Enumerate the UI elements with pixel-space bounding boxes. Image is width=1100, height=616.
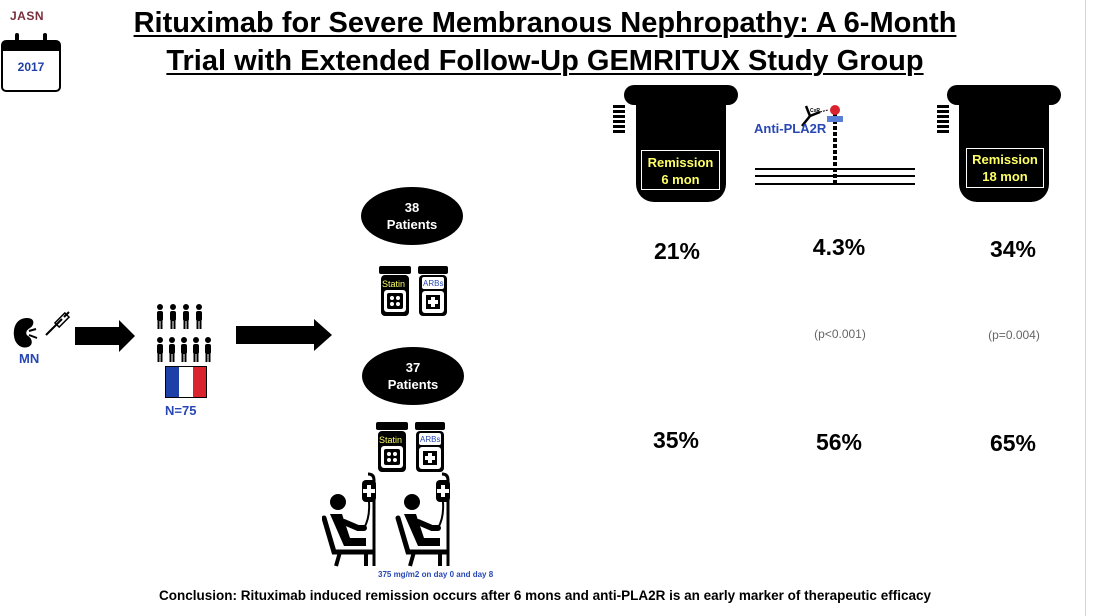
- calendar-icon: [1, 40, 61, 92]
- sample-size-label: N=75: [165, 403, 197, 418]
- title-line-1: Rituximab for Severe Membranous Nephropathy: A 6-Month: [133, 7, 957, 39]
- rituximab-group-oval: 37 Patients: [362, 347, 464, 405]
- control-anti-pla2r: 4.3%: [812, 234, 866, 260]
- mn-label: MN: [19, 351, 40, 366]
- control-remission-6: 21%: [653, 238, 701, 264]
- anti-pla2r-label: Anti-PLA2R: [754, 121, 827, 136]
- conclusion-text: Conclusion: Rituximab induced remission occurs after 6 mons and anti-PLA2R is an early marker of therapeutic efficacy: [159, 588, 931, 603]
- remission-18-label: Remission 18 mon: [966, 148, 1044, 188]
- pvalue-remission-18: (p=0.004): [988, 328, 1040, 342]
- kidney-icon: [12, 316, 42, 350]
- remission-6-label: Remission 6 mon: [641, 150, 720, 190]
- title-line-2: Trial with Extended Follow-Up GEMRITUX Study Group: [166, 45, 924, 77]
- control-remission-18: 34%: [989, 236, 1037, 262]
- france-flag-icon: [165, 366, 207, 398]
- dose-note: 375 mg/m2 on day 0 and day 8: [378, 570, 494, 579]
- syringe-icon: [42, 309, 72, 339]
- year-label: 2017: [17, 60, 45, 74]
- antibody-icon: [750, 98, 920, 190]
- infusion-chair-icon: [322, 472, 472, 572]
- arbs-label: ARBs: [423, 279, 444, 288]
- journal-label: JASN: [10, 9, 45, 23]
- receptor-tag: CxR: [810, 108, 821, 114]
- statin-label: Statin: [379, 435, 403, 445]
- statin-label: Statin: [382, 279, 406, 289]
- slide-title: [60, 4, 1030, 80]
- pill-bottle-icon: [377, 266, 453, 318]
- rituximab-remission-18: 65%: [989, 430, 1037, 456]
- people-group-icon: [154, 302, 218, 366]
- scale-ticks-icon: [937, 105, 949, 135]
- scale-ticks-icon: [613, 105, 625, 135]
- control-group-oval: 38 Patients: [361, 187, 463, 245]
- slide-edge: [1085, 0, 1086, 616]
- pill-bottle-icon: [374, 422, 450, 474]
- rituximab-remission-6: 35%: [652, 427, 700, 453]
- arbs-label: ARBs: [420, 435, 441, 444]
- pvalue-anti-pla2r: (p<0.001): [814, 327, 866, 341]
- rituximab-anti-pla2r: 56%: [815, 429, 863, 455]
